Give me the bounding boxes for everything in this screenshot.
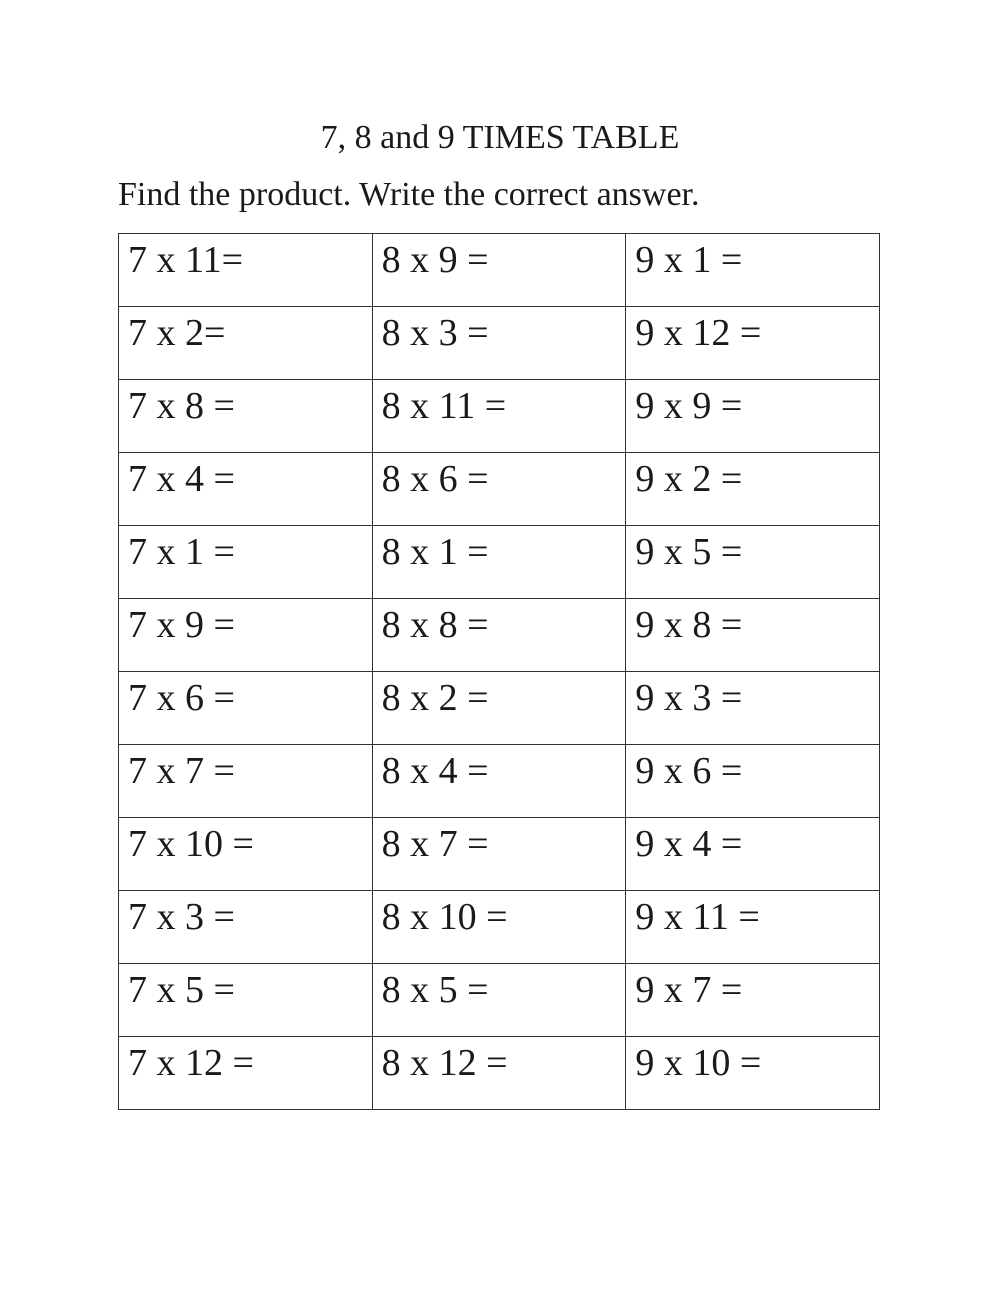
table-row [119,891,880,964]
problem-cell[interactable]: 9 x 1 = [626,234,880,307]
problem-cell[interactable]: 7 x 3 = [119,891,373,964]
table-row [119,599,880,672]
problem-cell[interactable]: 8 x 9 = [372,234,626,307]
table-row [119,453,880,526]
table-row [119,964,880,1037]
multiplication-grid [118,233,880,1110]
problem-cell[interactable]: 8 x 1 = [372,526,626,599]
problem-cell[interactable]: 7 x 1 = [119,526,373,599]
problem-cell[interactable]: 9 x 3 = [626,672,880,745]
problem-cell[interactable]: 7 x 5 = [119,964,373,1037]
problem-cell[interactable]: 8 x 2 = [372,672,626,745]
worksheet-title: 7, 8 and 9 TIMES TABLE [320,119,680,156]
problem-cell[interactable]: 9 x 4 = [626,818,880,891]
problem-cell[interactable]: 9 x 5 = [626,526,880,599]
problem-cell[interactable]: 8 x 7 = [372,818,626,891]
problem-cell[interactable]: 7 x 2= [119,307,373,380]
problem-cell[interactable]: 7 x 11= [119,234,373,307]
table-row [119,672,880,745]
problem-cell[interactable]: 9 x 6 = [626,745,880,818]
table-row [119,307,880,380]
table-row [119,380,880,453]
problem-cell[interactable]: 7 x 8 = [119,380,373,453]
problem-cell[interactable]: 7 x 4 = [119,453,373,526]
problem-cell[interactable]: 7 x 9 = [119,599,373,672]
table-row [119,745,880,818]
problem-cell[interactable]: 9 x 12 = [626,307,880,380]
problem-cell[interactable]: 8 x 5 = [372,964,626,1037]
table-row [119,526,880,599]
problem-cell[interactable]: 7 x 10 = [119,818,373,891]
problem-cell[interactable]: 9 x 7 = [626,964,880,1037]
problem-cell[interactable]: 8 x 3 = [372,307,626,380]
problem-cell[interactable]: 9 x 10 = [626,1037,880,1110]
worksheet-instructions: Find the product. Write the correct answer. [118,176,700,213]
problem-cell[interactable]: 8 x 12 = [372,1037,626,1110]
table-row [119,234,880,307]
problem-cell[interactable]: 8 x 10 = [372,891,626,964]
problem-cell[interactable]: 7 x 7 = [119,745,373,818]
problem-cell[interactable]: 9 x 8 = [626,599,880,672]
problem-cell[interactable]: 8 x 11 = [372,380,626,453]
problem-cell[interactable]: 9 x 2 = [626,453,880,526]
problem-cell[interactable]: 7 x 12 = [119,1037,373,1110]
table-row [119,1037,880,1110]
problem-cell[interactable]: 7 x 6 = [119,672,373,745]
problem-cell[interactable]: 8 x 8 = [372,599,626,672]
problem-cell[interactable]: 9 x 11 = [626,891,880,964]
problem-cell[interactable]: 9 x 9 = [626,380,880,453]
problem-cell[interactable]: 8 x 4 = [372,745,626,818]
table-row [119,818,880,891]
problem-cell[interactable]: 8 x 6 = [372,453,626,526]
